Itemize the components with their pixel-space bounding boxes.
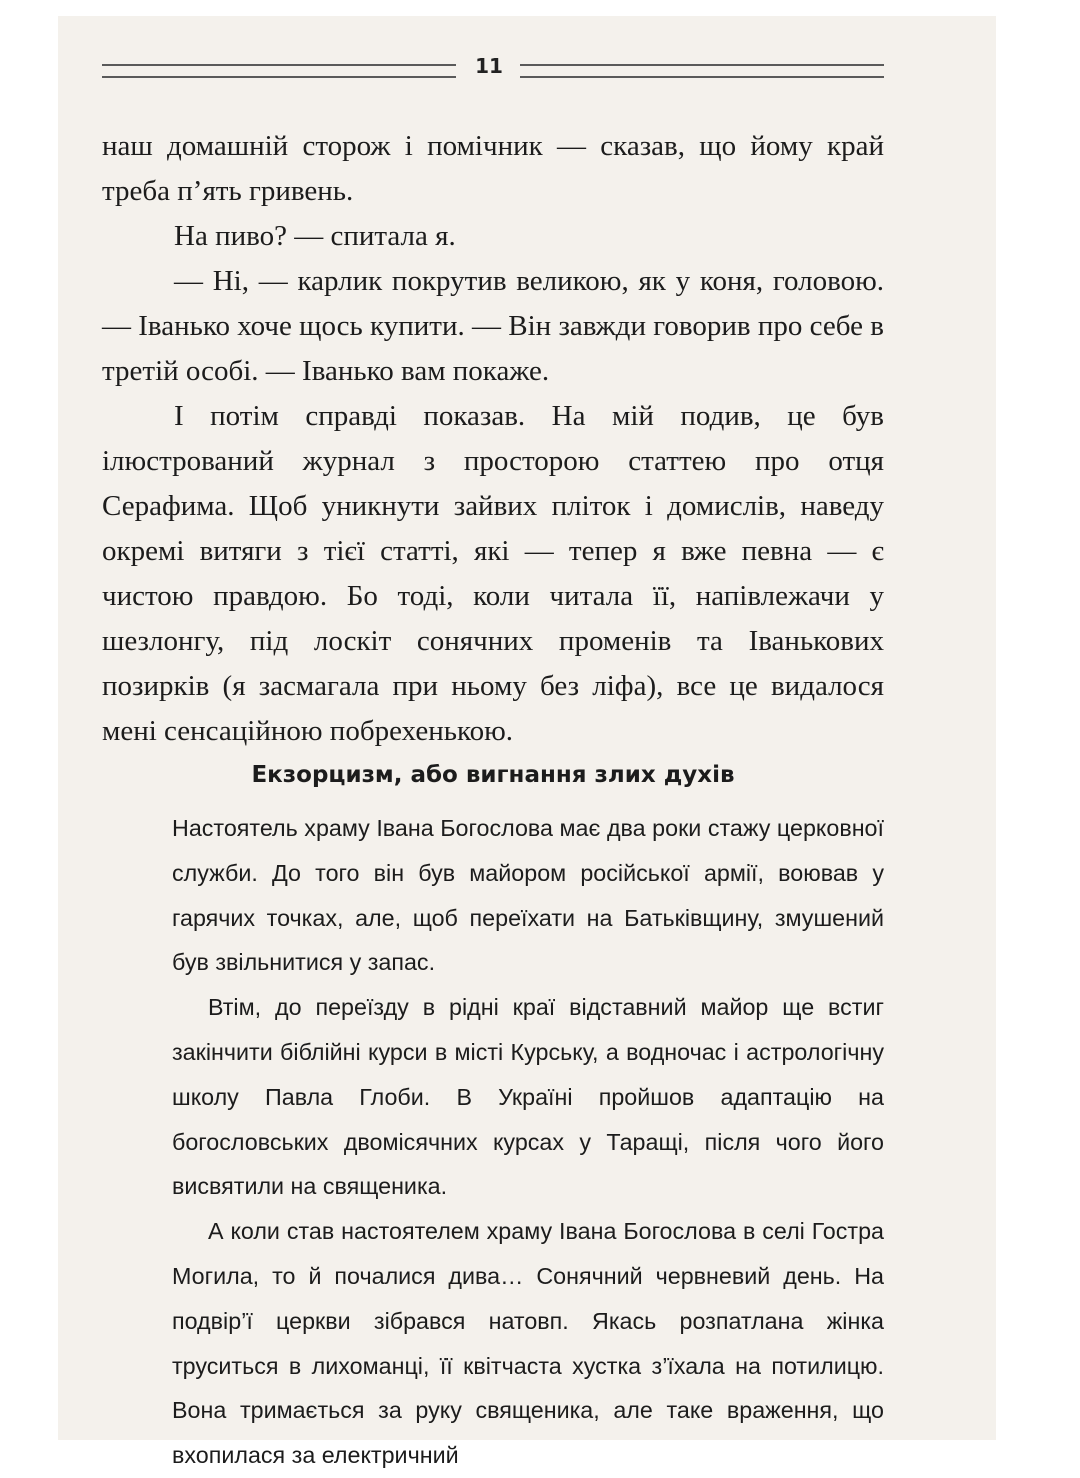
excerpt-paragraph-2: Втім, до переїзду в рідні краї відставний майор ще встиг закінчити біблійні курси в місті Курську, а водночас і астрологічну школу Павла Глоби. В Україні пройшов адаптацію на богословських двомісячних курсах у Таращі, після чого його висвятили на священика.	[172, 994, 884, 1200]
page-number: 11	[475, 54, 503, 78]
page-header	[102, 56, 884, 86]
section-heading: Екзорцизм, або вигнання злих духів	[251, 762, 735, 788]
header-rule-right	[520, 64, 884, 78]
article-excerpt	[172, 806, 884, 1478]
narrative-paragraph-1: наш домашній сторож і помічник — сказав, що йому край треба п’ять гривень.	[102, 130, 884, 207]
excerpt-paragraph-1: Настоятель храму Івана Богослова має два роки стажу церковної служби. До того він був майором російської армії, воював у гарячих точках, але, щоб переїхати на Батьківщину, змушений був звільнитися у запас.	[172, 815, 884, 976]
narrative-paragraph-3: — Ні, — карлик покрутив великою, як у коня, головою. — Іванько хоче щось купити. — Він завжди говорив про себе в третій особі. — Іванько вам покаже.	[102, 265, 884, 387]
header-rule-left	[102, 64, 456, 78]
narrative-paragraph-4: І потім справді показав. На мій подив, це був ілюстрований журнал з просторою статтею про отця Серафима. Щоб уникнути зайвих пліток і домислів, наведу окремі витяги з тієї статті, які — тепер я вже певна — є чистою правдою. Бо тоді, коли читала її, напівлежачи у шезлонгу, під лоскіт сонячних променів та Іванькових позирків (я засмагала при ньому без ліфа), все це видалося мені сенсаційною побрехенькою.	[102, 400, 884, 747]
narrative-text	[102, 124, 884, 754]
book-page	[58, 16, 996, 1469]
narrative-paragraph-2: На пиво? — спитала я.	[174, 220, 456, 252]
excerpt-paragraph-3: А коли став настоятелем храму Івана Богослова в селі Гостра Могила, то й почалися дива… Сонячний червневий день. На подвір’ї церкви зібрався натовп. Якась розпатлана жінка труситься в лихоманці, її квітчаста хустка з’їхала на потилицю. Вона тримається за руку священика, але таке враження, що вхопилася за електричний	[172, 1218, 884, 1469]
